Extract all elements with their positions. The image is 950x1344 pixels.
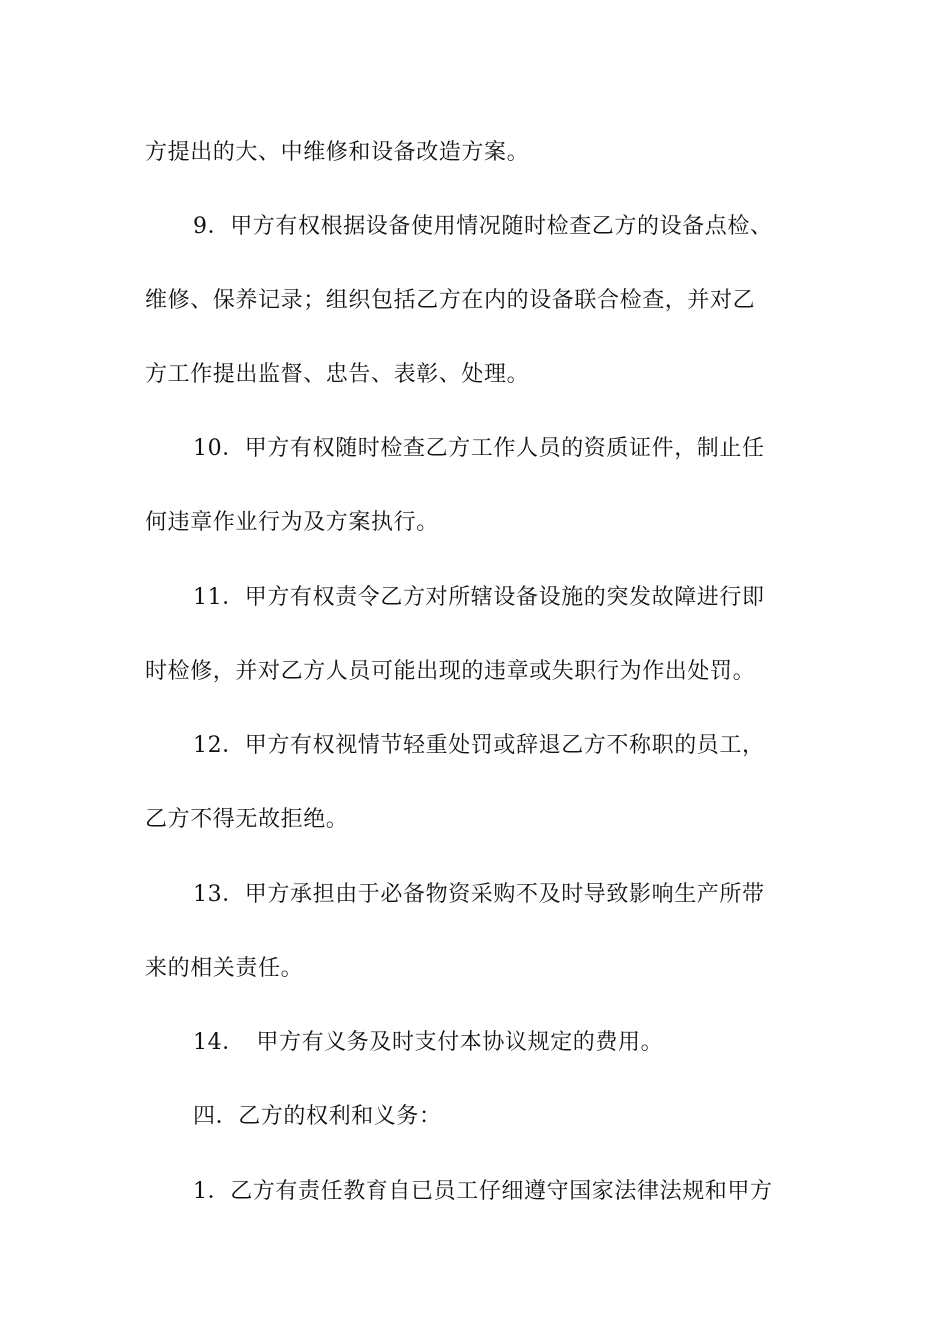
text-line: 维修、保养记录；组织包括乙方在内的设备联合检查，并对乙 — [145, 288, 756, 313]
text-line: 1．乙方有责任教育自已员工仔细遵守国家法律法规和甲方 — [193, 1179, 773, 1204]
text-line: 14． 甲方有义务及时支付本协议规定的费用。 — [193, 1030, 664, 1055]
text-line: 四．乙方的权利和义务： — [193, 1104, 442, 1129]
text-line: 何违章作业行为及方案执行。 — [145, 510, 439, 535]
text-line: 方提出的大、中维修和设备改造方案。 — [145, 140, 530, 165]
text-line: 时检修，并对乙方人员可能出现的违章或失职行为作出处罚。 — [145, 659, 756, 684]
text-line: 10．甲方有权随时检查乙方工作人员的资质证件，制止任 — [193, 436, 765, 461]
text-line: 9．甲方有权根据设备使用情况随时检查乙方的设备点检、 — [193, 214, 773, 239]
text-line: 来的相关责任。 — [145, 956, 304, 981]
text-line: 方工作提出监督、忠告、表彰、处理。 — [145, 362, 530, 387]
text-line: 11．甲方有权责令乙方对所辖设备设施的突发故障进行即 — [193, 585, 765, 610]
text-line: 乙方不得无故拒绝。 — [145, 807, 349, 832]
text-line: 13．甲方承担由于必备物资采购不及时导致影响生产所带 — [193, 882, 765, 907]
text-line: 12．甲方有权视情节轻重处罚或辞退乙方不称职的员工， — [193, 733, 765, 758]
